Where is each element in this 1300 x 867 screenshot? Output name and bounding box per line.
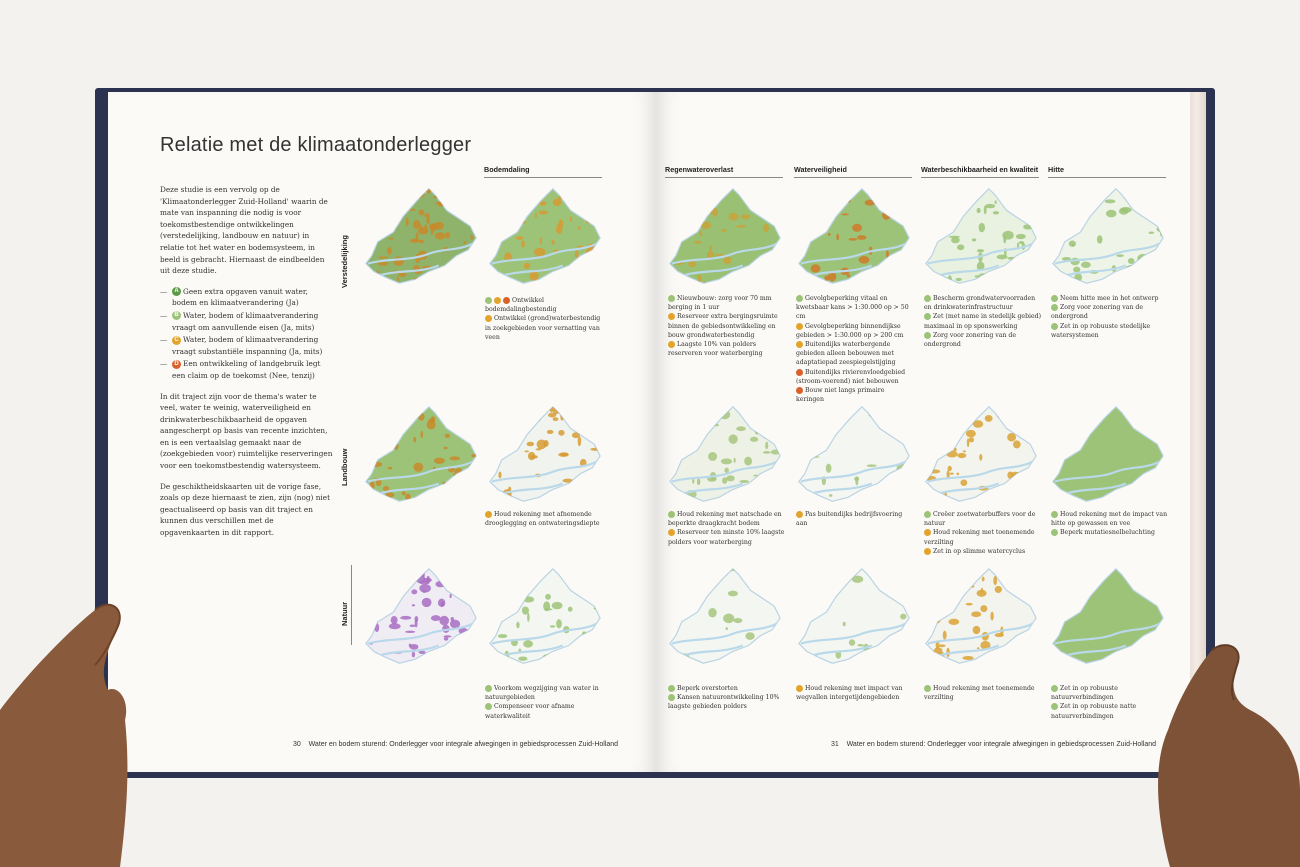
row-label-verstedelijking: Verstedelijking [340,235,349,288]
legend-item-b: — B Water, bodem of klimaatverandering vraagt om aanvullende eisen (Ja, mits) [160,310,319,332]
page-title: Relatie met de klimaatonderlegger [160,134,472,156]
map-thumbnail [793,560,915,672]
note-landbouw-bodemdaling: Houd rekening met afnemende drooglegging en ontwateringsdiepte [485,511,600,528]
map-thumbnail [664,560,786,672]
intro-paragraph-1: Deze studie is een vervolg op de 'Klimaatonderlegger Zuid-Holland' waarin de mate van inspanning die nodig is voor toekomstbestendige ontwikkelingen (verstedelijking, landbouw en natuur) in relatie tot het water en bodemsysteem, in beeld is gebracht. Hiernaast de eindbeelden uit deze studie. [160,185,328,276]
note-natuur-bodemdaling: Voorkom wegzijging van water in natuurgebieden Compenseer voor afname waterkwaliteit [485,685,599,720]
row-label-landbouw: Landbouw [340,448,349,486]
map-thumbnail [484,180,606,292]
map-thumbnail [920,560,1042,672]
note-verstedelijking-veiligheid: Gevolgbeperking vitaal en kwetsbaar kans > 1:30.000 op > 50 cm Gevolgbeperking binnendijkse gebieden > 1:30.000 op > 200 cm Buitendijks waterbergende gebieden alleen bebouwen met adaptatiepad zeespiegelstijging Buitendijks rivierenvloedgebied (stroom-voerend) niet bebouwen Bouw niet langs primaire keringen [796,295,909,404]
note-verstedelijking-bodemdaling: Ontwikkel bodemdalingbestendig Ontwikkel (grond)waterbestendig in zoekgebieden voor vernatting van veen [485,297,601,341]
note-verstedelijking-waterbeschikbaarheid: Bescherm grondwatervoorraden en drinkwaterinfrastructuur Zet (met name in stedelijk gebied) maximaal in op sponswerking Zorg voor zonering van de ondergrond [924,295,1042,349]
map-thumbnail [664,180,786,292]
note-landbouw-veiligheid: Pas buitendijks bedrijfsvoering aan [796,511,903,528]
column-header-bodemdaling: Bodemdaling [484,165,602,178]
badge-c: C [172,336,181,345]
map-thumbnail [484,398,606,510]
note-natuur-regen: Beperk overstorten Kansen natuurontwikkeling 10% laagste gebieden polders [668,685,780,711]
note-landbouw-regen: Houd rekening met natschade en beperkte draagkracht bodem Reserveer ten minste 10% laagste polders voor waterberging [668,511,785,546]
note-natuur-waterbeschikbaarheid: Houd rekening met toenemende verzilting [924,685,1035,702]
map-thumbnail [484,560,606,672]
note-natuur-veiligheid: Houd rekening met impact van wegvallen intergetijdengebieden [796,685,903,702]
intro-text [160,184,335,548]
badge-a: A [172,287,181,296]
badge-d: D [172,360,181,369]
left-hand [0,590,150,867]
column-header-hitte: Hitte [1048,165,1166,178]
legend [160,286,335,382]
map-thumbnail [360,560,482,672]
map-thumbnail [1047,398,1169,510]
note-natuur-hitte: Zet in op robuuste natuurverbindingen Zet in op robuuste natte natuurverbindingen [1051,685,1137,720]
column-header-regenwateroverlast: Regenwateroverlast [665,165,783,178]
map-thumbnail [920,398,1042,510]
map-thumbnail [664,398,786,510]
legend-item-c: — C Water, bodem of klimaatverandering vraagt substantiële inspanning (Ja, mits) [160,335,323,356]
map-thumbnail [920,180,1042,292]
legend-item-d: — D Een ontwikkeling of landgebruik legt een claim op de toekomst (Nee, tenzij) [160,359,321,380]
row-divider [351,565,352,645]
map-thumbnail [793,180,915,292]
column-header-waterveiligheid: Waterveiligheid [794,165,912,178]
right-hand [1150,640,1300,867]
row-label-natuur: Natuur [340,601,349,626]
intro-paragraph-3: De geschiktheidskaarten uit de vorige fase, zoals op deze hiernaast te zien, zijn (nog) niet geactualiseerd op basis van dit traject en kunnen dus verschillen met de opgavenkaarten in dit rapport. [160,481,331,538]
footer-right: 31 Water en bodem sturend: Onderlegger voor integrale afwegingen in gebiedsprocessen Zuid-Holland [831,741,1157,748]
note-verstedelijking-hitte: Neem hitte mee in het ontwerp Zorg voor zonering van de ondergrond Zet in op robuuste stedelijke watersystemen [1051,295,1159,339]
note-verstedelijking-regen: Nieuwbouw: zorg voor 70 mm berging in 1 uur Reserveer extra bergingsruimte binnen de gebiedsontwikkeling en bouw grondwaterbestendig Laagste 10% van polders reserveren voor waterberging [668,295,778,358]
badge-b: B [172,311,181,320]
note-landbouw-waterbeschikbaarheid: Creëer zoetwaterbuffers voor de natuur Houd rekening met toenemende verzilting Zet in op slimme watercyclus [924,511,1036,555]
map-thumbnail [360,180,482,292]
map-thumbnail [1047,180,1169,292]
map-thumbnail [360,398,482,510]
legend-item-a: — A Geen extra opgaven vanuit water, bodem en klimaatverandering (Ja) [160,286,308,308]
footer-left: 30 Water en bodem sturend: Onderlegger voor integrale afwegingen in gebiedsprocessen Zuid-Holland [293,741,619,748]
note-landbouw-hitte: Houd rekening met de impact van hitte op gewassen en vee Beperk mutatiesnelbeluchting [1051,511,1168,537]
column-header-waterbeschikbaarheid: Waterbeschikbaarheid en kwaliteit [921,165,1039,178]
map-thumbnail [793,398,915,510]
intro-paragraph-2: In dit traject zijn voor de thema's water te veel, water te weinig, waterveiligheid en drinkwaterbeschikbaarheid de opgaven aangescherpt op basis van recente inzichten, en is een vertaalslag gemaakt naar de (zoekgebieden voor) ruimtelijke reserveringen voor een toekomstbestendig watersysteem. [160,391,333,471]
